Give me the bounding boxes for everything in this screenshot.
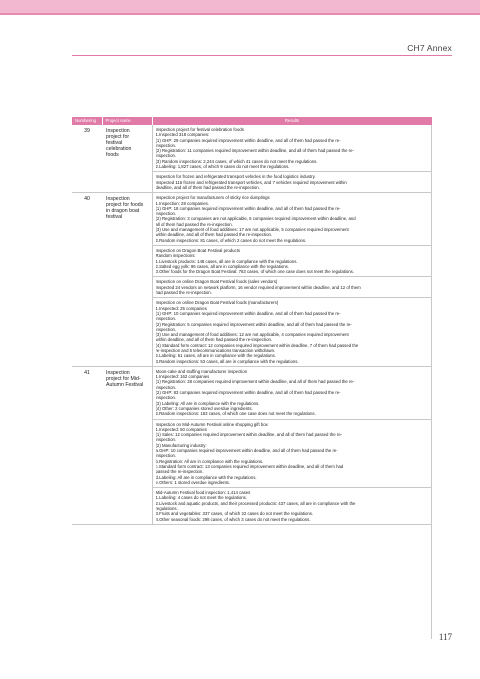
result-line: inspection. bbox=[155, 211, 177, 217]
result-line: inspection. bbox=[155, 384, 177, 390]
row-number: 39 bbox=[72, 125, 102, 193]
result-line: inspection. bbox=[155, 453, 177, 459]
result-line: Inspection project for festival celebration foods bbox=[155, 127, 244, 132]
result-block bbox=[153, 125, 433, 172]
result-line: inspection. bbox=[155, 153, 177, 159]
result-line: Random inspections: bbox=[155, 253, 196, 259]
result-line: Inspection for frozen and refrigerated transport vehicles in the food logistics industry. bbox=[155, 174, 316, 180]
result-line: Inspection on Dragon Boat Festival products bbox=[155, 247, 241, 253]
table-body bbox=[72, 125, 432, 524]
project-name-line: festival bbox=[106, 140, 123, 146]
result-line: (1) GHP: 18 companies required improvement within deadline, and all of them had passed the re- bbox=[155, 205, 341, 211]
result-line: deadline, and all of them had passed the re-inspection. bbox=[155, 184, 260, 190]
result-block bbox=[153, 367, 433, 420]
result-line: (1) GHP: 29 companies required improvement within deadline, and all of them had passed the re- bbox=[155, 137, 341, 143]
result-line: (2) Registration: 3 companies are not applicable, 6 companies required improvement within deadline, and bbox=[155, 216, 356, 222]
result-line: all of them had passed the re-inspection. bbox=[155, 221, 233, 227]
result-block bbox=[153, 420, 433, 489]
result-line: (1) Sales: 12 companies required improvement within deadline, and all of them had passed the re- bbox=[155, 432, 343, 438]
result-line: 1.Inspection: 28 companies. bbox=[155, 200, 210, 206]
result-line: had passed the re-inspection. bbox=[155, 290, 212, 296]
result-line: 1.Inspected: 25 companies bbox=[155, 305, 207, 311]
table-row bbox=[72, 193, 432, 367]
top-color-band bbox=[0, 0, 480, 13]
chapter-divider bbox=[72, 55, 452, 56]
row-results bbox=[152, 193, 432, 367]
result-line: 1.Livestock products: 148 cases, all are in compliance with the regulations. bbox=[155, 258, 298, 264]
page-number: 117 bbox=[438, 632, 452, 642]
result-line: (1) GHP: 10 companies required improvement within deadline, and all of them had passed the re- bbox=[155, 310, 341, 316]
result-line: 2.Random inspections: 81 cases, of which 2 cases do not meet the regulations. bbox=[155, 237, 307, 243]
result-line: 3.Other foods for the Dragon Boat Festival: 763 cases, of which one case does not meet the regulations. bbox=[155, 269, 354, 275]
result-line: a.GHP: 10 companies required improvement within deadline, and all of them had passed the re- bbox=[155, 448, 338, 454]
result-line: within deadline, and all of them had passed the re-inspection. bbox=[155, 232, 273, 238]
result-line: d.Labeling: All are in compliance with the regulations. bbox=[155, 474, 257, 480]
result-block bbox=[153, 277, 433, 298]
result-line: 3.Random inspections: 53 cases, all are in compliance with the regulations. bbox=[155, 358, 299, 364]
result-block bbox=[153, 246, 433, 277]
right-border-line bbox=[431, 125, 432, 639]
result-line: within deadline, and all of them had passed the re-inspection. bbox=[155, 337, 273, 343]
result-line: Inspection on online Dragon Boat Festival foods (manufacturers) bbox=[155, 300, 279, 306]
result-line: 2.Labeling: 61 cases, all are in compliance with the regulations. bbox=[155, 353, 276, 359]
table-row bbox=[72, 125, 432, 193]
result-line: (3) Random inspections: 2,244 cases, of which 41 cases do not meet the regulations. bbox=[155, 158, 318, 164]
row-project-name bbox=[102, 366, 152, 524]
result-line: re-inspection and 5 telecommunications transaction withdrawn. bbox=[155, 347, 276, 353]
project-name-line: project for foods bbox=[106, 202, 144, 209]
result-line: regulations. bbox=[155, 506, 178, 511]
result-line: 2.Livestock and aquatic products, and their processed products: 437 cases, all are in compliance with the bbox=[155, 500, 356, 506]
result-line: b.Registration: All are in compliance with the regulations. bbox=[155, 458, 264, 464]
chapter-label: CH7 Annex bbox=[407, 43, 452, 53]
result-line: 1.Labeling: 4 cases do not meet the regulations. bbox=[155, 495, 247, 501]
result-line: Moon-cake and stuffing manufacturer inspection bbox=[155, 368, 248, 374]
result-line: inspection. bbox=[155, 437, 177, 443]
result-line: Inspection project for manufacturers of sticky rice dumplings bbox=[155, 195, 270, 201]
result-line: (1) Registration: 28 companies required improvement within deadline, and all of them had passed the re- bbox=[155, 379, 355, 385]
result-line: 1.Inspected 318 companies: bbox=[155, 132, 210, 138]
result-line: Inspection on online Dragon Boat Festival foods (sales vendors) bbox=[155, 279, 278, 285]
project-name-line: Inspection bbox=[106, 128, 130, 134]
result-line: (2) Registration: 5 companies required improvement within deadline, and all of them had passed the re- bbox=[155, 321, 352, 327]
results-table bbox=[72, 117, 433, 525]
result-line: inspection. bbox=[155, 395, 177, 401]
table-row bbox=[72, 366, 432, 524]
project-name-line: Autumn Festival bbox=[106, 381, 144, 388]
table-header-row bbox=[72, 117, 432, 125]
header-numbering: Numbering bbox=[72, 117, 102, 125]
result-line: (2) GHP: 83 companies required improvement within deadline, and all of them had passed the re- bbox=[155, 390, 341, 396]
result-block bbox=[153, 172, 433, 192]
result-line: (3) Use and management of food additives: 12 are not applicable, 4 companies required improvement bbox=[155, 332, 349, 338]
result-line: inspection. bbox=[155, 326, 177, 332]
project-name-line: foods bbox=[106, 152, 119, 158]
result-line: c.Standard form contract: 13 companies required improvement within deadline, and all of them had bbox=[155, 463, 344, 469]
row-number: 41 bbox=[72, 366, 102, 524]
project-name-line: project for bbox=[106, 134, 130, 140]
result-line: (3) Use and management of food additives: 17 are not applicable, 5 companies required improvement bbox=[155, 227, 349, 233]
header-project-name: Project name bbox=[102, 117, 152, 125]
result-block bbox=[153, 488, 433, 524]
top-accent-line bbox=[0, 13, 480, 15]
result-line: 2.Random inspections: 163 cases, of which one case does not meet the regulations. bbox=[155, 411, 316, 417]
result-line: passed the re-inspection. bbox=[155, 469, 204, 475]
result-line: Inspected 24 vendors on network platform, 16 vendor required improvement within deadline, and 12 of them bbox=[155, 284, 361, 290]
project-name-line: in dragon boat bbox=[106, 208, 140, 215]
project-name-line: festival bbox=[106, 214, 123, 221]
header-results: Results bbox=[152, 117, 432, 125]
result-line: Inspection on Mid-Autumn Festival online shopping gift box bbox=[155, 421, 268, 427]
project-name-line: Inspection bbox=[106, 196, 130, 203]
result-line: (4) Standard form contract: 12 companies required improvement within deadline, 7 of them had passed the bbox=[155, 342, 359, 348]
project-name-line: celebration bbox=[106, 146, 132, 152]
result-line: 2.Salted egg yolk: 96 cases, all are in compliance with the regulations. bbox=[155, 263, 290, 269]
project-name-line: project for Mid- bbox=[106, 375, 141, 382]
result-line: 1.Inspected: 50 companies bbox=[155, 426, 207, 432]
result-block bbox=[153, 193, 433, 246]
result-line: (4) Other: 2 companies stored overdue ingredients. bbox=[155, 405, 253, 411]
row-results bbox=[152, 125, 432, 193]
row-number: 40 bbox=[72, 193, 102, 367]
result-line: (3) Labeling: All are in compliance with the regulations. bbox=[155, 400, 260, 406]
result-line: e.Others: 1 stored overdue ingredients. bbox=[155, 479, 231, 485]
row-project-name bbox=[102, 125, 152, 193]
row-results bbox=[152, 366, 432, 524]
result-line: 1.Inspected: 162 companies bbox=[155, 374, 210, 380]
result-line: (2) Manufacturing industry: bbox=[155, 442, 207, 448]
result-line: 4.Other seasonal foods: 298 cases, of which 3 cases do not meet the regulations. bbox=[155, 516, 311, 522]
result-line: (2) Registration: 11 companies required improvement within deadline, and all of them had passed the re- bbox=[155, 148, 354, 154]
result-line: Inspected 116 frozen and refrigerated transport vehicles, and 7 vehicles required improvement within bbox=[155, 179, 347, 185]
result-block bbox=[153, 298, 433, 366]
result-line: 3.Fruits and vegetables: 337 cases, of which 22 cases do not meet the regulations. bbox=[155, 511, 314, 517]
result-line: inspection. bbox=[155, 316, 177, 322]
project-name-line: Inspection bbox=[106, 369, 130, 376]
result-line: Mid-Autumn Festival food inspection: 1,414 cases bbox=[155, 490, 251, 496]
row-project-name bbox=[102, 193, 152, 367]
result-line: 2.Labeling: 1,827 cases, of which 9 cases do not meet the regulations. bbox=[155, 164, 290, 170]
result-line: inspection. bbox=[155, 142, 177, 148]
